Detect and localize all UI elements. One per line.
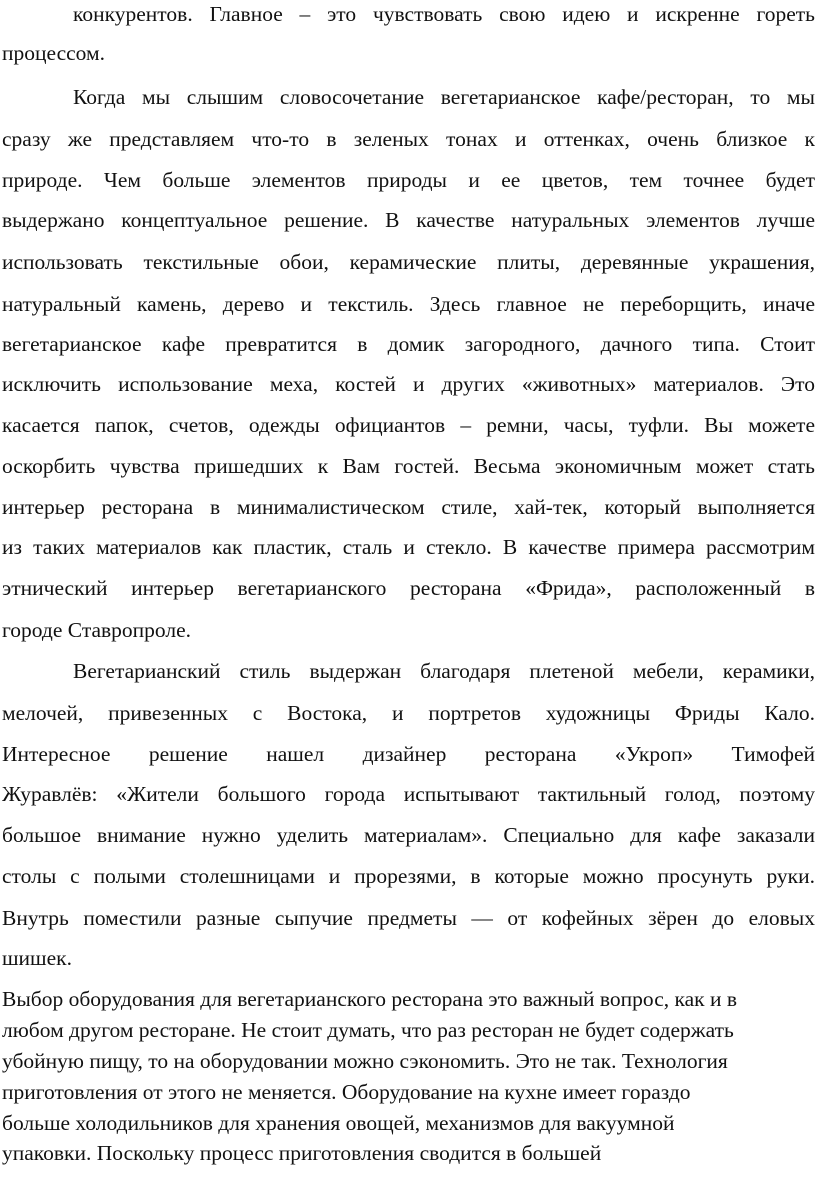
text-line: больше холодильников для хранения овощей, механизмов для вакуумной bbox=[2, 1111, 675, 1135]
text-line: Журавлёв: «Жители большого города испытывают тактильный голод, поэтому bbox=[2, 782, 815, 806]
text-line: Внутрь поместили разные сыпучие предметы — от кофейных зёрен до еловых bbox=[2, 906, 815, 930]
text-line: Интересное решение нашел дизайнер ресторана «Укроп» Тимофей bbox=[2, 742, 815, 766]
text-line: убойную пищу, то на оборудовании можно сэкономить. Это не так. Технология bbox=[2, 1049, 728, 1073]
text-line: оскорбить чувства пришедших к Вам гостей. Весьма экономичным может стать bbox=[2, 454, 815, 478]
text-line: любом другом ресторане. Не стоит думать, что раз ресторан не будет содержать bbox=[2, 1018, 734, 1042]
text-line: касается папок, счетов, одежды официантов – ремни, часы, туфли. Вы можете bbox=[2, 413, 815, 437]
text-line: Когда мы слышим словосочетание вегетарианское кафе/ресторан, то мы bbox=[73, 85, 815, 109]
text-line: интерьер ресторана в минималистическом стиле, хай-тек, который выполняется bbox=[2, 495, 815, 519]
text-line: столы с полыми столешницами и прорезями, в которые можно просунуть руки. bbox=[2, 864, 815, 888]
text-line: большое внимание нужно уделить материалам». Специально для кафе заказали bbox=[2, 823, 815, 847]
text-line: исключить использование меха, костей и других «животных» материалов. Это bbox=[2, 372, 815, 396]
text-line: упаковки. Поскольку процесс приготовления сводится в большей bbox=[2, 1141, 602, 1165]
text-line: мелочей, привезенных с Востока, и портретов художницы Фриды Кало. bbox=[2, 701, 815, 725]
text-line: городе Ставропроле. bbox=[2, 618, 192, 642]
text-line: этнический интерьер вегетарианского ресторана «Фрида», расположенный в bbox=[2, 576, 815, 600]
text-line: из таких материалов как пластик, сталь и стекло. В качестве примера рассмотрим bbox=[2, 535, 815, 559]
text-line: процессом. bbox=[2, 41, 105, 65]
text-line: выдержано концептуальное решение. В качестве натуральных элементов лучше bbox=[2, 208, 815, 232]
text-line: шишек. bbox=[2, 946, 72, 970]
text-line: использовать текстильные обои, керамические плиты, деревянные украшения, bbox=[2, 250, 815, 274]
text-line: сразу же представляем что-то в зеленых тонах и оттенках, очень близкое к bbox=[2, 127, 815, 151]
text-line: Выбор оборудования для вегетарианского ресторана это важный вопрос, как и в bbox=[2, 987, 738, 1011]
text-line: Вегетарианский стиль выдержан благодаря плетеной мебели, керамики, bbox=[73, 659, 815, 683]
text-line: природе. Чем больше элементов природы и ее цветов, тем точнее будет bbox=[2, 168, 815, 192]
text-line: приготовления от этого не меняется. Оборудование на кухне имеет гораздо bbox=[2, 1080, 691, 1104]
text-line: вегетарианское кафе превратится в домик загородного, дачного типа. Стоит bbox=[2, 332, 815, 356]
text-line: конкурентов. Главное – это чувствовать свою идею и искренне гореть bbox=[73, 2, 815, 26]
text-line: натуральный камень, дерево и текстиль. Здесь главное не переборщить, иначе bbox=[2, 292, 815, 316]
